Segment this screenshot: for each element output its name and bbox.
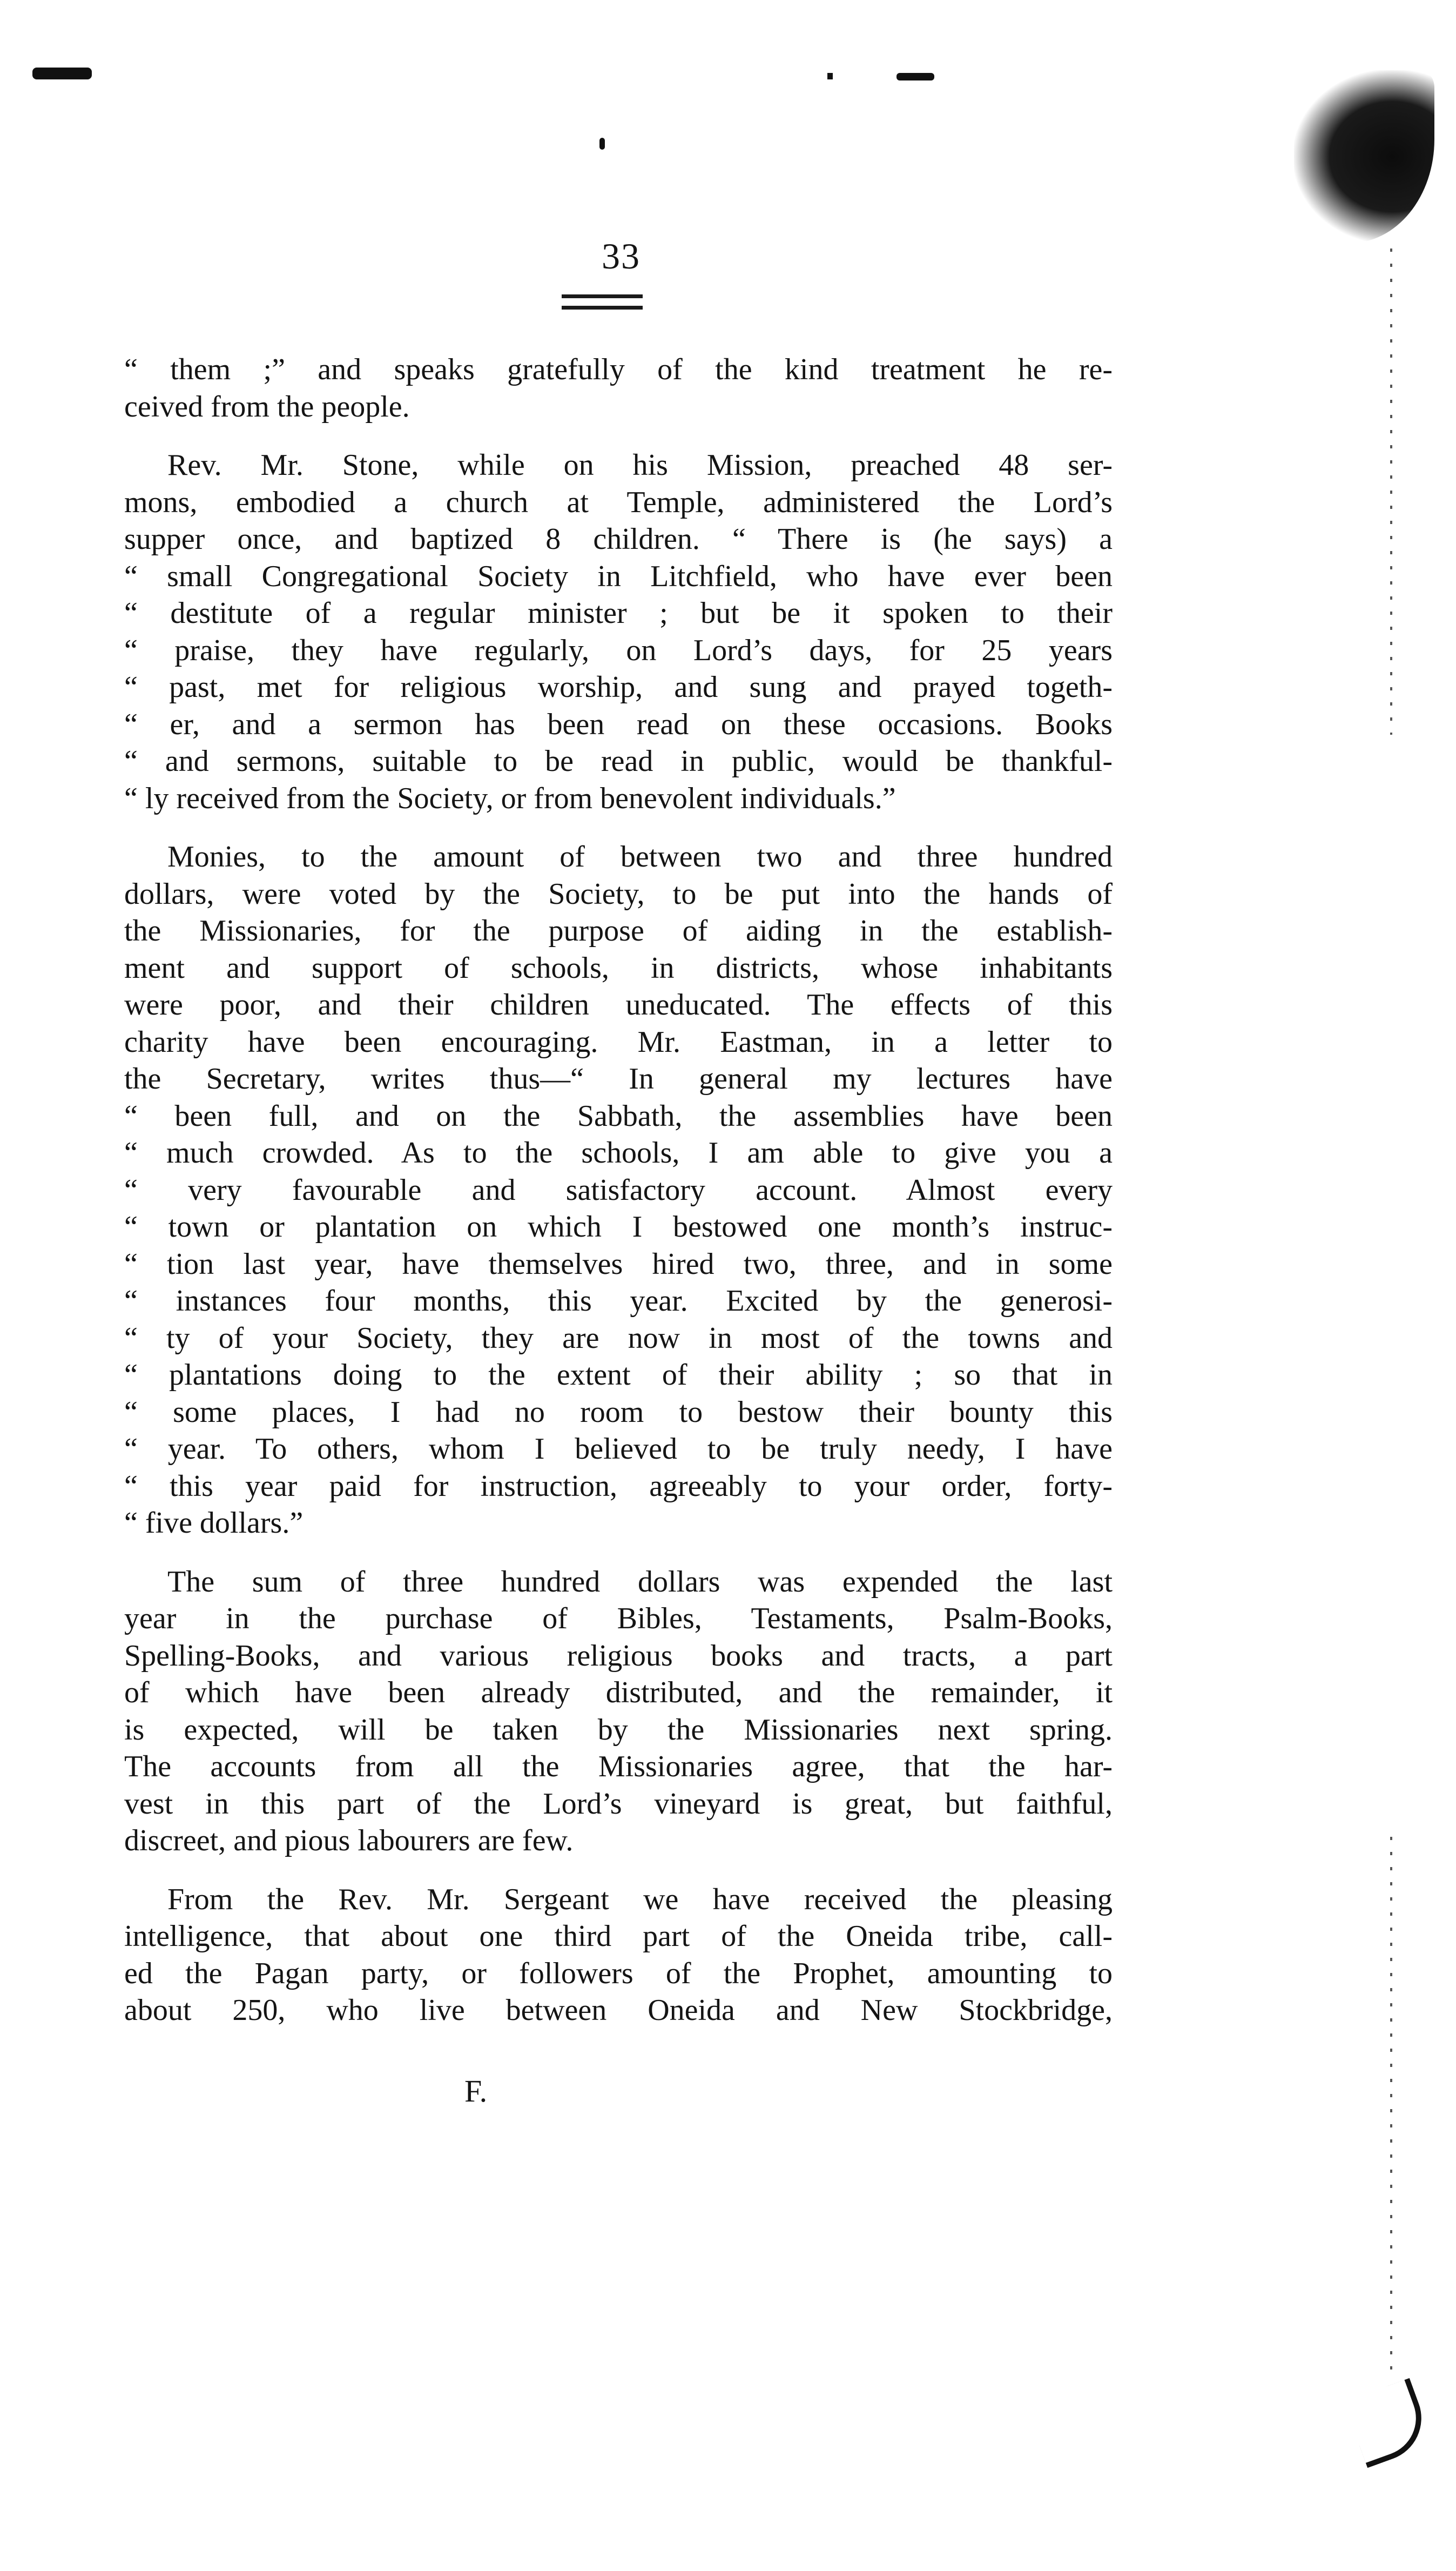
- text-line: mons, embodied a church at Temple, administered the Lord’s: [124, 485, 1113, 519]
- scan-mark: [896, 73, 934, 80]
- text-line: were poor, and their children uneducated. The effects of this: [124, 988, 1113, 1022]
- text-line: the Secretary, writes thus—“ In general my lectures have: [124, 1062, 1113, 1096]
- text-line: charity have been encouraging. Mr. Eastman, in a letter to: [124, 1025, 1113, 1059]
- body-text: [124, 351, 1113, 2051]
- page-curl-mark: [1344, 2378, 1434, 2468]
- text-line: “ praise, they have regularly, on Lord’s days, for 25 years: [124, 633, 1113, 667]
- text-line: supper once, and baptized 8 children. “ There is (he says) a: [124, 522, 1113, 556]
- paragraph: [124, 447, 1113, 817]
- text-line: Rev. Mr. Stone, while on his Mission, preached 48 ser-: [167, 448, 1113, 482]
- text-line: of which have been already distributed, and the remainder, it: [124, 1676, 1113, 1709]
- text-line: “ this year paid for instruction, agreeably to your order, forty-: [124, 1469, 1113, 1503]
- text-line: about 250, who live between Oneida and New Stockbridge,: [124, 1993, 1113, 2027]
- text-line: “ ty of your Society, they are now in most of the towns and: [124, 1321, 1113, 1355]
- text-line: “ been full, and on the Sabbath, the assemblies have been: [124, 1099, 1113, 1133]
- text-line: year in the purchase of Bibles, Testaments, Psalm-Books,: [124, 1602, 1113, 1635]
- text-line: “ er, and a sermon has been read on these occasions. Books: [124, 707, 1113, 741]
- text-line: “ ly received from the Society, or from benevolent individuals.”: [124, 781, 896, 815]
- text-line: “ small Congregational Society in Litchfield, who have ever been: [124, 559, 1113, 593]
- page-corner-shadow: [1294, 70, 1434, 243]
- scan-mark: [599, 138, 605, 150]
- paragraph: [124, 1563, 1113, 1860]
- text-line: The accounts from all the Missionaries agree, that the har-: [124, 1750, 1113, 1783]
- paragraph: [124, 1881, 1113, 2029]
- signature-mark: F.: [464, 2073, 488, 2109]
- text-line: “ and sermons, suitable to be read in public, would be thankful-: [124, 744, 1113, 778]
- paragraph: [124, 351, 1113, 425]
- text-line: Spelling-Books, and various religious books and tracts, a part: [124, 1639, 1113, 1673]
- text-line: “ some places, I had no room to bestow their bounty this: [124, 1395, 1113, 1429]
- text-line: ed the Pagan party, or followers of the Prophet, amounting to: [124, 1956, 1113, 1990]
- text-line: “ town or plantation on which I bestowed one month’s instruc-: [124, 1210, 1113, 1244]
- text-line: From the Rev. Mr. Sergeant we have received the pleasing: [167, 1882, 1113, 1916]
- text-line: ceived from the people.: [124, 390, 410, 424]
- scan-mark: [827, 73, 833, 79]
- text-line: “ year. To others, whom I believed to be truly needy, I have: [124, 1432, 1113, 1466]
- text-line: dollars, were voted by the Society, to be put into the hands of: [124, 877, 1113, 911]
- scan-mark: [32, 68, 92, 79]
- text-line: intelligence, that about one third part of the Oneida tribe, call-: [124, 1919, 1113, 1953]
- text-line: “ instances four months, this year. Excited by the generosi-: [124, 1284, 1113, 1318]
- text-line: “ very favourable and satisfactory account. Almost every: [124, 1173, 1113, 1207]
- text-line: “ plantations doing to the extent of their ability ; so that in: [124, 1358, 1113, 1392]
- text-line: discreet, and pious labourers are few.: [124, 1824, 574, 1857]
- page-number: 33: [602, 236, 641, 277]
- header-rule: [562, 294, 643, 298]
- text-line: “ destitute of a regular minister ; but be it spoken to their: [124, 596, 1113, 630]
- text-line: “ much crowded. As to the schools, I am able to give you a: [124, 1136, 1113, 1170]
- text-line: “ five dollars.”: [124, 1506, 304, 1540]
- page-edge-marks: [1390, 1837, 1392, 2377]
- text-line: vest in this part of the Lord’s vineyard is great, but faithful,: [124, 1787, 1113, 1821]
- text-line: Monies, to the amount of between two and three hundred: [167, 840, 1113, 874]
- text-line: The sum of three hundred dollars was expended the last: [167, 1565, 1113, 1599]
- text-line: is expected, will be taken by the Missionaries next spring.: [124, 1713, 1113, 1747]
- text-line: “ them ;” and speaks gratefully of the kind treatment he re-: [124, 353, 1113, 386]
- text-line: “ tion last year, have themselves hired two, three, and in some: [124, 1247, 1113, 1281]
- text-line: the Missionaries, for the purpose of aiding in the establish-: [124, 914, 1113, 948]
- text-line: ment and support of schools, in districts, whose inhabitants: [124, 951, 1113, 985]
- text-line: “ past, met for religious worship, and sung and prayed togeth-: [124, 670, 1113, 704]
- header-rule: [562, 306, 643, 310]
- paragraph: [124, 838, 1113, 1542]
- page-edge-marks: [1390, 249, 1392, 735]
